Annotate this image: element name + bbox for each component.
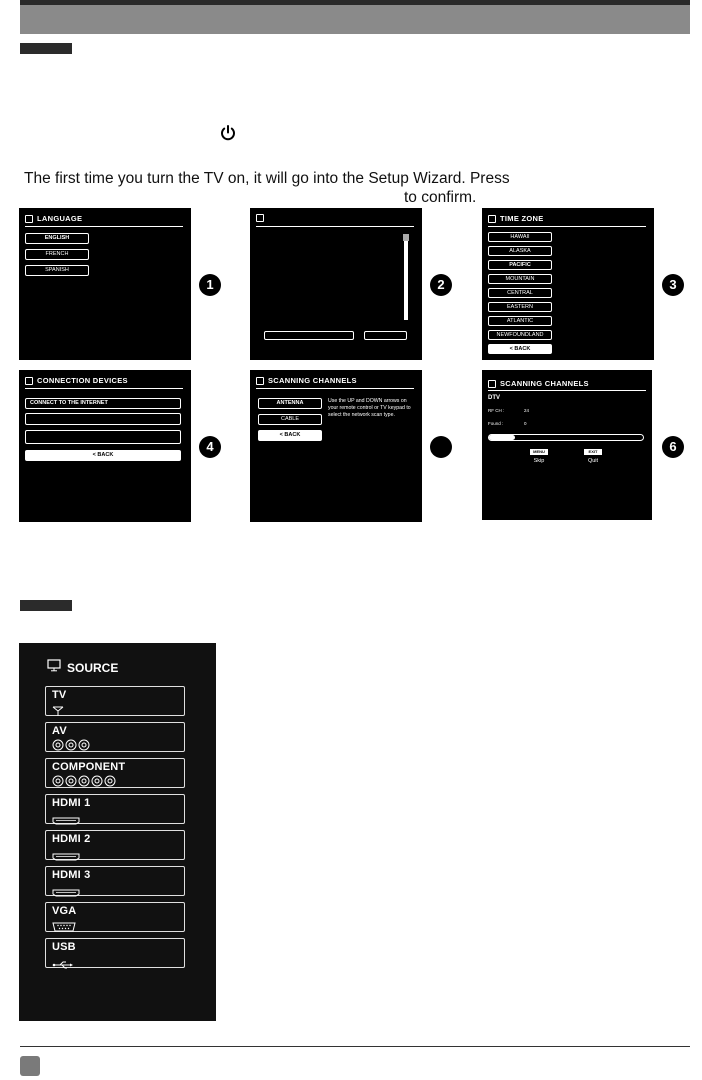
hdmi-port-icon [52, 812, 80, 830]
connect-internet-option[interactable]: CONNECT TO THE INTERNET [25, 398, 181, 409]
title-divider [25, 388, 183, 389]
language-option-english[interactable]: ENGLISH [25, 233, 89, 244]
section-tag-2 [20, 600, 72, 611]
footer-divider [20, 1046, 690, 1047]
rca-jacks-icon [52, 738, 96, 756]
source-title: SOURCE [67, 661, 119, 675]
connection-option-3[interactable] [25, 430, 181, 444]
component-jacks-icon [52, 774, 120, 792]
quit-label: Quit [587, 458, 599, 464]
source-item-label: TV [52, 689, 67, 701]
connection-devices-screen [19, 370, 191, 522]
time-zone-screen [482, 208, 654, 360]
step-badge-2: 2 [430, 274, 452, 296]
scan-mode: DTV [488, 395, 500, 401]
power-icon [219, 124, 237, 147]
title-divider [25, 226, 183, 227]
intro-text [24, 169, 544, 207]
license-screen [250, 208, 422, 360]
source-item-hdmi2[interactable] [45, 830, 185, 860]
source-item-hdmi1[interactable] [45, 794, 185, 824]
step-badge-1: 1 [199, 274, 221, 296]
hdmi-port-icon [52, 848, 80, 866]
title-divider [256, 226, 414, 227]
timezone-option[interactable]: CENTRAL [488, 288, 552, 298]
source-menu [19, 643, 216, 1021]
source-item-tv[interactable] [45, 686, 185, 716]
rf-channel-label: RF CH : [488, 408, 505, 413]
header-bar [20, 0, 690, 34]
menu-square-icon [25, 215, 33, 223]
rf-channel-value: 24 [524, 408, 530, 413]
screen-title: LANGUAGE [25, 214, 82, 223]
step-badge-4: 4 [199, 436, 221, 458]
timezone-option[interactable]: ATLANTIC [488, 316, 552, 326]
found-value: 0 [524, 421, 527, 426]
found-label: Found : [488, 421, 504, 426]
screen-title: SCANNING CHANNELS [256, 376, 357, 385]
exit-key[interactable]: EXIT [584, 449, 602, 455]
source-item-component[interactable] [45, 758, 185, 788]
tv-monitor-icon [47, 659, 61, 677]
source-item-hdmi3[interactable] [45, 866, 185, 896]
source-item-label: HDMI 2 [52, 833, 91, 845]
source-item-label: HDMI 3 [52, 869, 91, 881]
timezone-option[interactable]: PACIFIC [488, 260, 552, 270]
scan-type-help-text: Use the UP and DOWN arrows on your remote control or TV keypad to select the network scan type. [328, 398, 411, 418]
screen-title [256, 214, 264, 222]
screen2-button-left[interactable] [264, 331, 354, 340]
source-item-label: HDMI 1 [52, 797, 91, 809]
page-number-box [20, 1056, 40, 1076]
timezone-option[interactable]: MOUNTAIN [488, 274, 552, 284]
scrollbar-thumb[interactable] [403, 234, 409, 241]
vga-port-icon [52, 919, 76, 937]
language-screen [19, 208, 191, 360]
menu-square-icon [25, 377, 33, 385]
title-divider [256, 388, 414, 389]
source-item-label: USB [52, 941, 76, 953]
step-badge-5 [430, 436, 452, 458]
source-item-av[interactable] [45, 722, 185, 752]
cable-option[interactable]: CABLE [258, 414, 322, 425]
screen2-button-right[interactable] [364, 331, 407, 340]
intro-line-2: to confirm. [404, 189, 477, 206]
connection-option-2[interactable] [25, 413, 181, 425]
scrollbar[interactable] [404, 234, 408, 320]
back-button[interactable]: < BACK [258, 430, 322, 441]
screen-title: TIME ZONE [488, 214, 544, 223]
skip-label: Skip [533, 458, 545, 464]
source-item-label: VGA [52, 905, 77, 917]
title-divider [488, 390, 646, 391]
screen-title: SCANNING CHANNELS [488, 379, 589, 388]
timezone-option[interactable]: EASTERN [488, 302, 552, 312]
menu-square-icon [488, 215, 496, 223]
menu-square-icon [488, 380, 496, 388]
language-option-french[interactable]: FRENCH [25, 249, 89, 260]
scan-type-screen [250, 370, 422, 522]
timezone-option[interactable]: NEWFOUNDLAND [488, 330, 552, 340]
antenna-option[interactable]: ANTENNA [258, 398, 322, 409]
scan-progress-screen [482, 370, 652, 520]
step-badge-3: 3 [662, 274, 684, 296]
antenna-icon [52, 703, 64, 721]
source-item-label: AV [52, 725, 67, 737]
usb-icon [52, 956, 74, 974]
title-divider [488, 226, 646, 227]
back-button[interactable]: < BACK [488, 344, 552, 354]
screen-title: CONNECTION DEVICES [25, 376, 128, 385]
menu-square-icon [256, 377, 264, 385]
source-item-label: COMPONENT [52, 761, 126, 773]
scan-progress-bar [488, 434, 644, 441]
scan-progress-fill [489, 435, 515, 440]
source-item-usb[interactable] [45, 938, 185, 968]
menu-key[interactable]: MENU [530, 449, 548, 455]
step-badge-6: 6 [662, 436, 684, 458]
timezone-option[interactable]: ALASKA [488, 246, 552, 256]
section-tag [20, 43, 72, 54]
menu-square-icon [256, 214, 264, 222]
back-button[interactable]: < BACK [25, 450, 181, 461]
language-option-spanish[interactable]: SPANISH [25, 265, 89, 276]
timezone-option[interactable]: HAWAII [488, 232, 552, 242]
intro-line-1: The first time you turn the TV on, it will go into the Setup Wizard. Press [24, 170, 510, 187]
source-item-vga[interactable] [45, 902, 185, 932]
hdmi-port-icon [52, 884, 80, 902]
source-menu-header [47, 659, 118, 677]
